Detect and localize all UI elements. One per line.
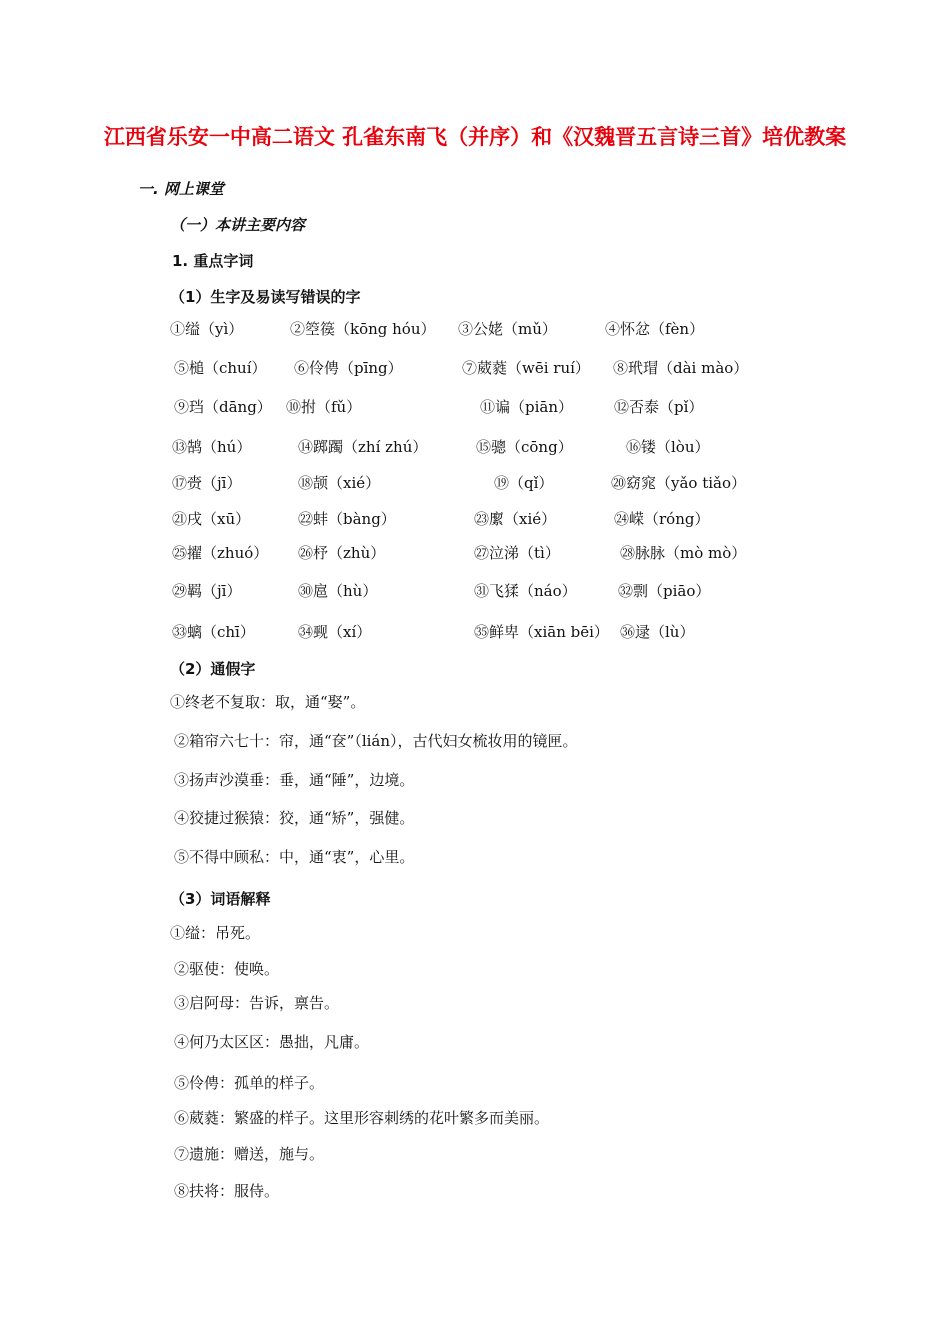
ciyu-item: ⑤伶俜：孤单的样子。 (174, 1074, 325, 1092)
ciyu-item: ⑥葳蕤：繁盛的样子。这里形容刺绣的花叶繁多而美丽。 (174, 1109, 550, 1127)
vocab-item: ③公姥（mǔ） (458, 320, 557, 338)
vocab-item: ㉙羁（jī） (172, 582, 242, 600)
vocab-item: ⑬鹄（hú） (172, 438, 252, 456)
vocab-item: ⑳窈窕（yǎo tiǎo） (611, 474, 747, 492)
tongjia-item: ⑤不得中顾私：中，通“衷”，心里。 (174, 848, 415, 866)
subsection-heading-main-content: （一）本讲主要内容 (170, 216, 306, 234)
vocab-item: ㉚扈（hù） (298, 582, 378, 600)
vocab-item: ㉑戌（xū） (172, 510, 251, 528)
vocab-item: ⑪谝（piān） (480, 398, 574, 416)
vocab-item: ②箜篌（kōng hóu） (290, 320, 436, 338)
vocab-item: ㉘脉脉（mò mò） (620, 544, 747, 562)
vocab-item: ㉔嵘（róng） (614, 510, 710, 528)
vocab-item: ㉞觋（xí） (298, 623, 372, 641)
vocab-item: ⑭踯躅（zhí zhú） (298, 438, 428, 456)
vocab-row (0, 580, 950, 604)
vocab-item: ㉟鲜卑（xiān bēi） (474, 623, 609, 641)
section-heading-online-class: 一. 网上课堂 (138, 180, 224, 198)
vocab-item: ⑧玳瑁（dài mào） (613, 359, 749, 377)
ciyu-item: ①缢：吊死。 (170, 924, 261, 942)
ciyu-item: ②驱使：使唤。 (174, 960, 280, 978)
vocab-row (0, 436, 950, 460)
tongjia-item: ①终老不复取：取，通“娶”。 (170, 693, 366, 711)
vocab-item: ㉒蚌（bàng） (298, 510, 396, 528)
vocab-item: ⑫否泰（pǐ） (614, 398, 704, 416)
ciyu-item: ⑦遗施：赠送，施与。 (174, 1145, 325, 1163)
vocab-row (0, 318, 950, 342)
vocab-row (0, 472, 950, 496)
page-title: 江西省乐安一中高二语文 孔雀东南飞（并序）和《汉魏晋五言诗三首》培优教案 (103, 125, 847, 149)
vocab-item: ㉖杼（zhù） (298, 544, 386, 562)
vocab-item: ㉜剽（piāo） (618, 582, 711, 600)
tongjia-item: ④狡捷过猴猿：狡，通“矫”，强健。 (174, 809, 415, 827)
vocab-item: ㉗泣涕（tì） (474, 544, 560, 562)
vocab-row (0, 621, 950, 645)
vocab-item: ⑮骢（cōng） (476, 438, 573, 456)
vocab-row (0, 396, 950, 420)
heading-new-characters: （1）生字及易读写错误的字 (170, 288, 361, 306)
vocab-item: ⑱颉（xié） (298, 474, 381, 492)
vocab-item: ⑥伶俜（pīng） (294, 359, 403, 377)
heading-ciyu: （3）词语解释 (170, 890, 271, 908)
ciyu-item: ④何乃太区区：愚拙，凡庸。 (174, 1033, 370, 1051)
vocab-item: ㉓緳（xié） (474, 510, 557, 528)
heading-tongjia: （2）通假字 (170, 660, 256, 678)
vocab-item: ㉝螭（chī） (172, 623, 255, 641)
ciyu-item: ③启阿母：告诉，禀告。 (174, 994, 340, 1012)
vocab-item: ⑰赍（jī） (172, 474, 242, 492)
vocab-item: ⑩拊（fǔ） (286, 398, 362, 416)
vocab-row (0, 357, 950, 381)
vocab-item: ㊱逯（lù） (620, 623, 695, 641)
vocab-item: ①缢（yì） (170, 320, 244, 338)
ciyu-item: ⑧扶将：服侍。 (174, 1182, 280, 1200)
vocab-item: ⑯镂（lòu） (626, 438, 710, 456)
heading-key-words: 1. 重点字词 (172, 252, 254, 270)
vocab-row (0, 508, 950, 532)
tongjia-item: ③扬声沙漠垂：垂，通“陲”，边境。 (174, 771, 415, 789)
vocab-item: ⑦葳蕤（wēi ruí） (462, 359, 590, 377)
tongjia-item: ②箱帘六七十：帘，通“奁”（lián），古代妇女梳妆用的镜匣。 (174, 732, 578, 750)
vocab-item: ⑲（qǐ） (494, 474, 554, 492)
vocab-item: ④怀忿（fèn） (605, 320, 705, 338)
vocab-item: ⑨珰（dāng） (174, 398, 272, 416)
vocab-item: ⑤槌（chuí） (174, 359, 267, 377)
vocab-item: ㉛飞猱（náo） (474, 582, 577, 600)
vocab-item: ㉕擢（zhuó） (172, 544, 269, 562)
vocab-row (0, 542, 950, 566)
